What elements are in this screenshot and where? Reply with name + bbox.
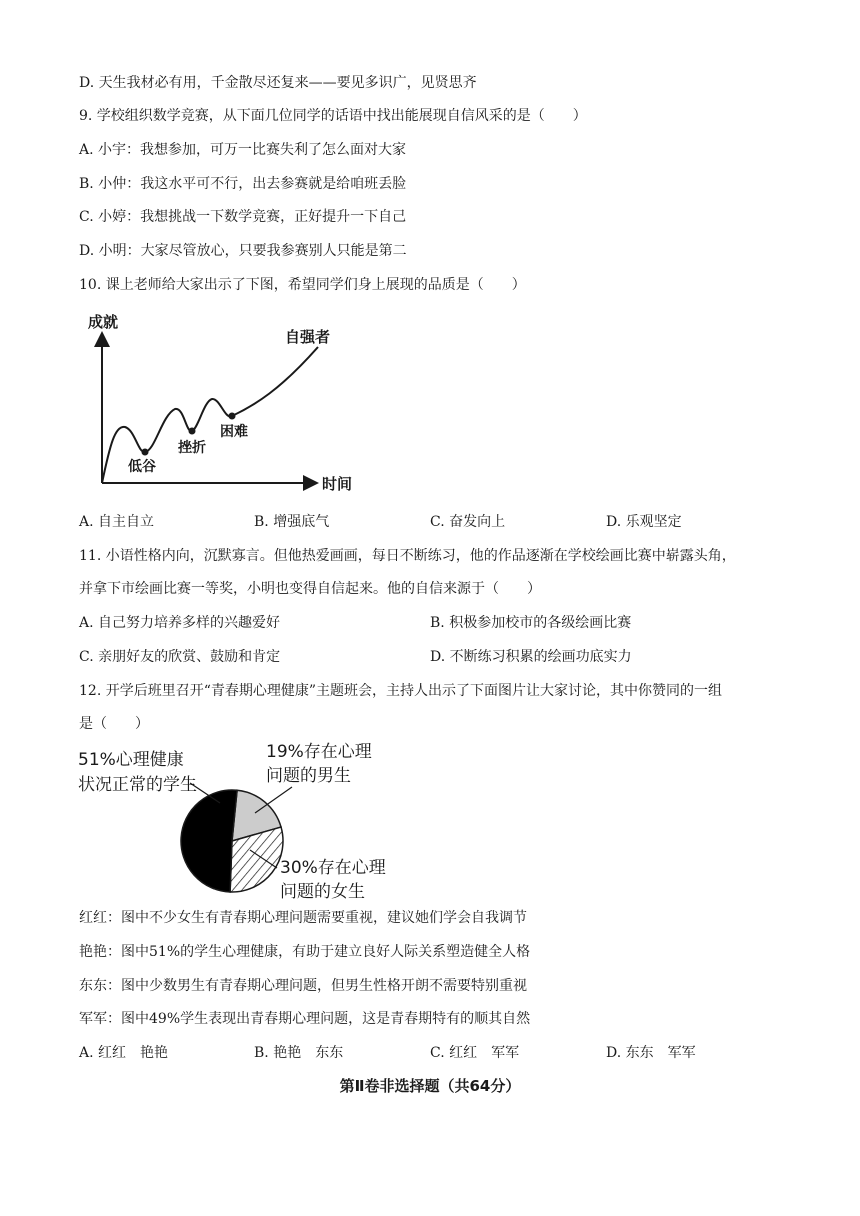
low-point-label: 低谷 xyxy=(128,459,156,475)
q11-stem-line-2: 并拿下市绘画比赛一等奖，小明也变得自信起来。他的自信来源于（ ） xyxy=(79,581,541,597)
q9-option-d: D. 小明：大家尽管放心，只要我参赛别人只能是第二 xyxy=(79,243,407,259)
q10-option-d: D. 乐观坚定 xyxy=(606,514,682,530)
q10-option-b: B. 增强底气 xyxy=(254,514,330,530)
q9-option-a: A. 小宇：我想参加，可万一比赛失利了怎么面对大家 xyxy=(79,142,407,158)
pie-label-boys-line-2: 问题的男生 xyxy=(266,766,351,786)
x-axis-label: 时间 xyxy=(322,475,353,493)
q11-option-c: C. 亲朋好友的欣赏、鼓励和肯定 xyxy=(79,649,281,665)
q11-stem-line-1: 11. 小语性格内向，沉默寡言。但他热爱画画，每日不断练习，他的作品逐渐在学校绘画比赛中崭露头角， xyxy=(79,548,736,564)
q12-option-a: A. 红红 艳艳 xyxy=(79,1045,169,1061)
q9-option-b: B. 小仲：我这水平可不行，出去参赛就是给咱班丢脸 xyxy=(79,176,407,192)
q12-statement-jun: 军军：图中49%学生表现出青春期心理问题，这是青春期特有的顺其自然 xyxy=(79,1011,531,1027)
q12-statement-hong: 红红：图中不少女生有青春期心理问题需要重视，建议她们学会自我调节 xyxy=(79,910,527,926)
q11-option-d: D. 不断练习积累的绘画功底实力 xyxy=(430,649,632,665)
setback-point-label: 挫折 xyxy=(178,440,206,456)
difficulty-point-label: 困难 xyxy=(220,424,248,440)
self-strengthener-label: 自强者 xyxy=(285,328,331,346)
q8-option-d: D. 天生我材必有用，千金散尽还复来——要见多识广，见贤思齐 xyxy=(79,75,477,91)
q12-option-b: B. 艳艳 东东 xyxy=(254,1045,344,1061)
pie-label-normal-line-1: 51%心理健康 xyxy=(78,750,184,770)
y-axis-label: 成就 xyxy=(88,313,119,331)
q12-option-d: D. 东东 军军 xyxy=(606,1045,696,1061)
difficulty-point-marker xyxy=(229,413,236,420)
q9-option-c: C. 小婷：我想挑战一下数学竞赛，正好提升一下自己 xyxy=(79,209,407,225)
pie-label-girls-line-2: 问题的女生 xyxy=(280,882,365,902)
q12-option-c: C. 红红 军军 xyxy=(430,1045,520,1061)
q11-option-b: B. 积极参加校市的各级绘画比赛 xyxy=(430,615,632,631)
q12-statement-dong: 东东：图中少数男生有青春期心理问题，但男生性格开朗不需要特别重视 xyxy=(79,978,527,994)
q10-stem: 10. 课上老师给大家出示了下图，希望同学们身上展现的品质是（ ） xyxy=(79,277,526,293)
setback-point-marker xyxy=(189,428,196,435)
pie-slice-normal xyxy=(181,790,237,892)
q10-achievement-curve-figure xyxy=(80,305,370,500)
q10-option-a: A. 自主自立 xyxy=(79,514,155,530)
pie-label-boys-line-1: 19%存在心理 xyxy=(266,742,372,762)
low-point-marker xyxy=(142,449,149,456)
q12-statement-yan: 艳艳：图中51%的学生心理健康，有助于建立良好人际关系塑造健全人格 xyxy=(79,944,531,960)
q12-stem-line-2: 是（ ） xyxy=(79,716,149,732)
q9-stem: 9. 学校组织数学竞赛，从下面几位同学的话语中找出能展现自信风采的是（ ） xyxy=(79,108,587,124)
q11-option-a: A. 自己努力培养多样的兴趣爱好 xyxy=(79,615,281,631)
pie-label-normal-line-2: 状况正常的学生 xyxy=(78,775,197,795)
q12-stem-line-1: 12. 开学后班里召开“青春期心理健康”主题班会，主持人出示了下面图片让大家讨论，其中你赞同的一组 xyxy=(79,683,723,699)
section-title: 第Ⅱ卷非选择题（共64分） xyxy=(339,1077,521,1095)
pie-label-girls-line-1: 30%存在心理 xyxy=(280,858,386,878)
q12-pie-chart xyxy=(70,735,470,905)
q10-option-c: C. 奋发向上 xyxy=(430,514,506,530)
